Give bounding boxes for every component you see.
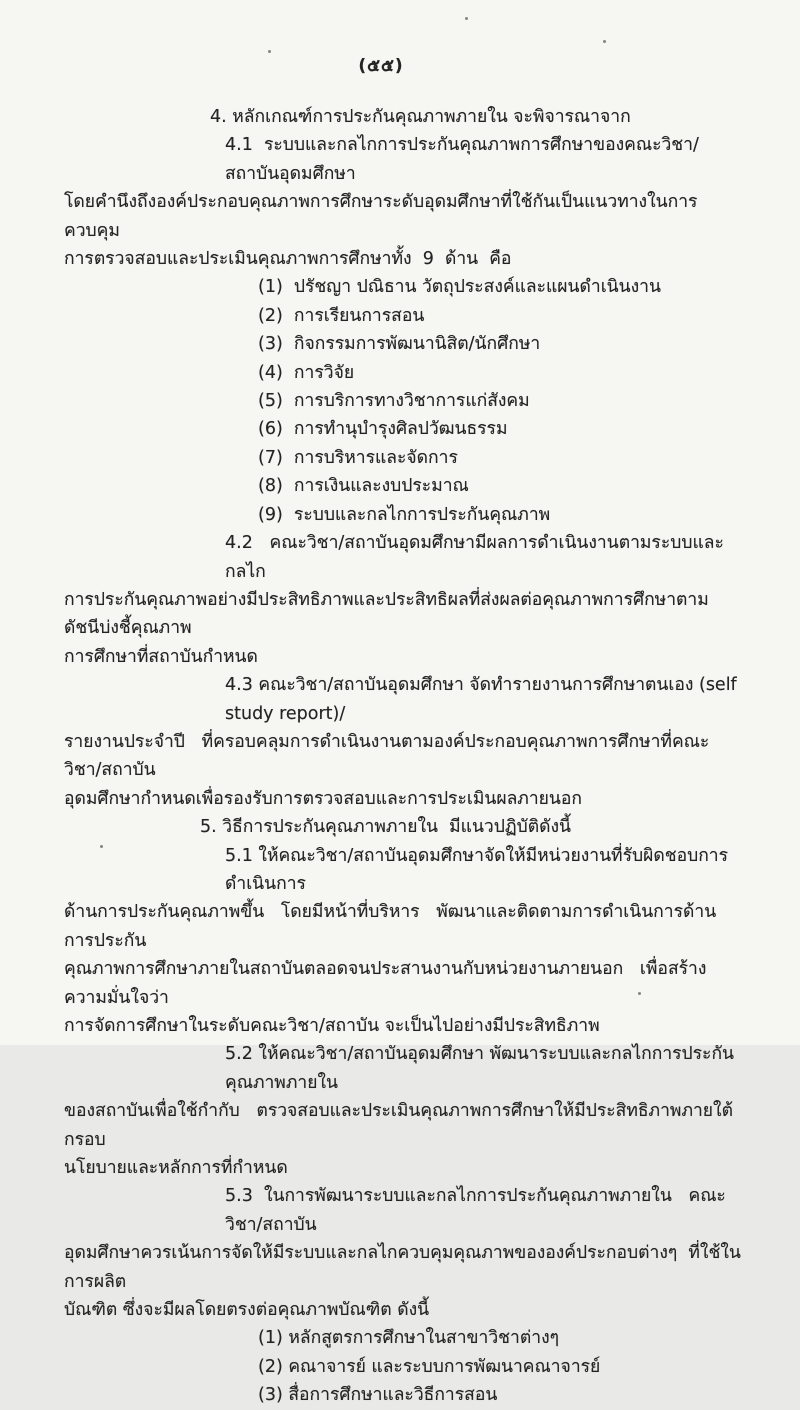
page-number: (๕๕) — [358, 56, 404, 76]
section-5-1-line-1: 5.1 ให้คณะวิชา/สถาบันอุดมศึกษาจัดให้มีหน่วยงานที่รับผิดชอบการดำเนินการ — [225, 845, 729, 894]
scan-speck — [268, 50, 271, 53]
section-4-2-line-1: 4.2 คณะวิชา/สถาบันอุดมศึกษามีผลการดำเนินงานตามระบบและกลไก — [225, 533, 724, 582]
section-5-3-line-3: บัณฑิต ซึ่งจะมีผลโดยตรงต่อคุณภาพบัณฑิต ดังนี้ — [64, 1300, 430, 1321]
section-5-3-line-2: อุดมศึกษาควรเน้นการจัดให้มีระบบและกลไกควบคุมคุณภาพขององค์ประกอบต่างๆ ที่ใช้ในการผลิต — [64, 1243, 741, 1292]
scan-speck — [100, 845, 103, 848]
quality-aspect-4: (4) การวิจัย — [258, 362, 355, 383]
output-factor-1: (1) หลักสูตรการศึกษาในสาขาวิชาต่างๆ — [258, 1328, 560, 1349]
quality-aspect-7: (7) การบริหารและจัดการ — [258, 447, 458, 468]
section-5-heading: 5. วิธีการประกันคุณภาพภายใน มีแนวปฏิบัติดังนี้ — [200, 817, 571, 838]
quality-aspect-1: (1) ปรัชญา ปณิธาน วัตถุประสงค์และแผนดำเนินงาน — [258, 277, 661, 298]
section-4-2-line-3: การศึกษาที่สถาบันกำหนด — [64, 646, 258, 667]
section-4-1-line-1: 4.1 ระบบและกลไกการประกันคุณภาพการศึกษาของคณะวิชา/สถาบันอุดมศึกษา — [225, 135, 699, 184]
quality-aspect-6: (6) การทำนุบำรุงศิลปวัฒนธรรม — [258, 419, 508, 440]
quality-aspect-5: (5) การบริการทางวิชาการแก่สังคม — [258, 391, 530, 412]
quality-aspect-9: (9) ระบบและกลไกการประกันคุณภาพ — [258, 504, 551, 525]
section-4-1-line-3: การตรวจสอบและประเมินคุณภาพการศึกษาทั้ง 9 ด้าน คือ — [64, 249, 512, 270]
section-4-2-line-2: การประกันคุณภาพอย่างมีประสิทธิภาพและประสิทธิผลที่ส่งผลต่อคุณภาพการศึกษาตามดัชนีบ่งชี้คุณภาพ — [64, 589, 709, 639]
section-4-3-line-1: 4.3 คณะวิชา/สถาบันอุดมศึกษา จัดทำรายงานการศึกษาตนเอง (self study report)/ — [225, 675, 743, 724]
section-5-2-line-3: นโยบายและหลักการที่กำหนด — [64, 1158, 288, 1179]
section-5-2-line-2: ของสถาบันเพื่อใช้กำกับ ตรวจสอบและประเมินคุณภาพการศึกษาให้มีประสิทธิภาพภายใต้กรอบ — [64, 1101, 733, 1150]
document-body — [64, 103, 742, 1410]
section-5-1-line-4: การจัดการศึกษาในระดับคณะวิชา/สถาบัน จะเป็นไปอย่างมีประสิทธิภาพ — [64, 1016, 600, 1036]
quality-aspect-2: (2) การเรียนการสอน — [258, 305, 425, 326]
output-factor-3: (3) สื่อการศึกษาและวิธีการสอน — [258, 1385, 498, 1406]
quality-aspect-3: (3) กิจกรรมการพัฒนานิสิต/นักศึกษา — [258, 334, 541, 355]
section-4-3-line-2: รายงานประจำปี ที่ครอบคลุมการดำเนินงานตามองค์ประกอบคุณภาพการศึกษาที่คณะวิชา/สถาบัน — [64, 731, 710, 781]
output-factor-2: (2) คณาจารย์ และระบบการพัฒนาคณาจารย์ — [258, 1356, 601, 1377]
scan-speck — [603, 40, 606, 43]
scan-speck — [465, 17, 468, 20]
section-5-3-line-1: 5.3 ในการพัฒนาระบบและกลไกการประกันคุณภาพภายใน คณะวิชา/สถาบัน — [225, 1186, 726, 1235]
section-4-1-line-2: โดยคำนึงถึงองค์ประกอบคุณภาพการศึกษาระดับอุดมศึกษาที่ใช้กันเป็นแนวทางในการควบคุม — [64, 192, 698, 241]
quality-aspect-8: (8) การเงินและงบประมาณ — [258, 476, 469, 497]
scan-speck — [638, 992, 641, 995]
section-5-2-line-1: 5.2 ให้คณะวิชา/สถาบันอุดมศึกษา พัฒนาระบบและกลไกการประกันคุณภาพภายใน — [225, 1044, 735, 1093]
section-4-heading: 4. หลักเกณฑ์การประกันคุณภาพภายใน จะพิจารณาจาก — [210, 107, 631, 127]
section-5-1-line-2: ด้านการประกันคุณภาพขึ้น โดยมีหน้าที่บริหาร พัฒนาและติดตามการดำเนินการด้านการประกัน — [64, 902, 717, 951]
section-5-1-line-3: คุณภาพการศึกษาภายในสถาบันตลอดจนประสานงานกับหน่วยงานภายนอก เพื่อสร้างความมั่นใจว่า — [64, 959, 707, 1008]
section-4-3-line-3: อุดมศึกษากำหนดเพื่อรองรับการตรวจสอบและการประเมินผลภายนอก — [64, 788, 582, 809]
